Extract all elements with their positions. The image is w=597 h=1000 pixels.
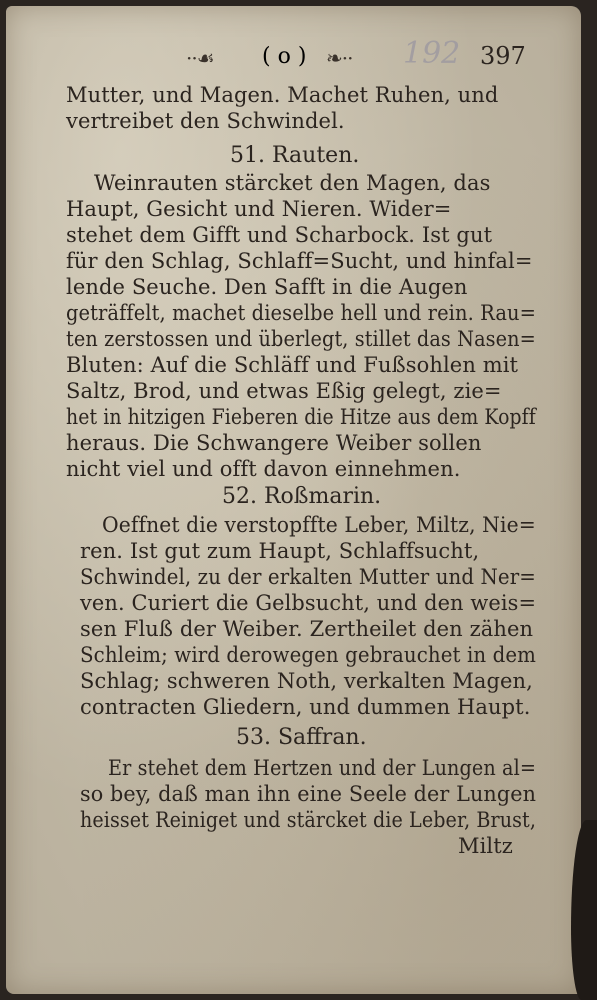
section-heading: 52. Roßmarin. [222,484,382,509]
pencil-annotation: 192 [403,36,461,71]
text-line: geträffelt, machet dieselbe hell und rein. Rau= [66,301,537,325]
section-heading: 53. Saffran. [236,725,367,750]
text-line: stehet dem Gifft und Scharbock. Ist gut [66,223,493,247]
text-line: het in hitzigen Fieberen die Hitze aus dem Kopff [66,405,536,429]
text-line: so bey, daß man ihn eine Seele der Lungen [80,782,537,806]
page-number: 397 [480,42,526,70]
text-line: ren. Ist gut zum Haupt, Schlaffsucht, [80,539,480,563]
text-line: contracten Gliedern, und dummen Haupt. [80,695,531,719]
running-head [0,36,597,76]
text-line: ven. Curiert die Gelbsucht, und den weis= [80,591,537,615]
text-line: Weinrauten stärcket den Magen, das [94,171,491,195]
text-line: sen Fluß der Weiber. Zertheilet den zähen [80,617,534,641]
text-line: Schleim; wird derowegen gebrauchet in dem [80,643,537,667]
text-line: Haupt, Gesicht und Nieren. Wider= [66,197,452,221]
ornament-right-icon: ❧·· [326,46,353,70]
text-line: Bluten: Auf die Schläff und Fußsohlen mit [66,353,519,377]
text-line: Schlag; schweren Noth, verkalten Magen, [80,669,533,693]
text-line: für den Schlag, Schlaff=Sucht, und hinfal= [66,249,533,273]
text-line: vertreibet den Schwindel. [66,109,345,133]
text-line: ten zerstossen und überlegt, stillet das Nasen= [66,327,536,351]
text-line: heisset Reiniget und stärcket die Leber, Brust, [80,808,536,832]
section-heading: 51. Rauten. [230,143,360,168]
text-line: Oeffnet die verstopffte Leber, Miltz, Nie= [102,513,536,537]
folio-mark: ( o ) [262,44,307,69]
ornament-left-icon: ··☙ [186,46,214,70]
text-line: Saltz, Brod, und etwas Eßig gelegt, zie= [66,379,502,403]
catchword: Miltz [458,834,513,858]
text-line: nicht viel und offt davon einnehmen. [66,457,461,481]
text-line: Er stehet dem Hertzen und der Lungen al= [108,756,537,780]
text-line: Schwindel, zu der erkalten Mutter und Ner= [80,565,536,589]
text-line: heraus. Die Schwangere Weiber sollen [66,431,482,455]
text-line: lende Seuche. Den Safft in die Augen [66,275,468,299]
text-line: Mutter, und Magen. Machet Ruhen, und [66,83,499,107]
